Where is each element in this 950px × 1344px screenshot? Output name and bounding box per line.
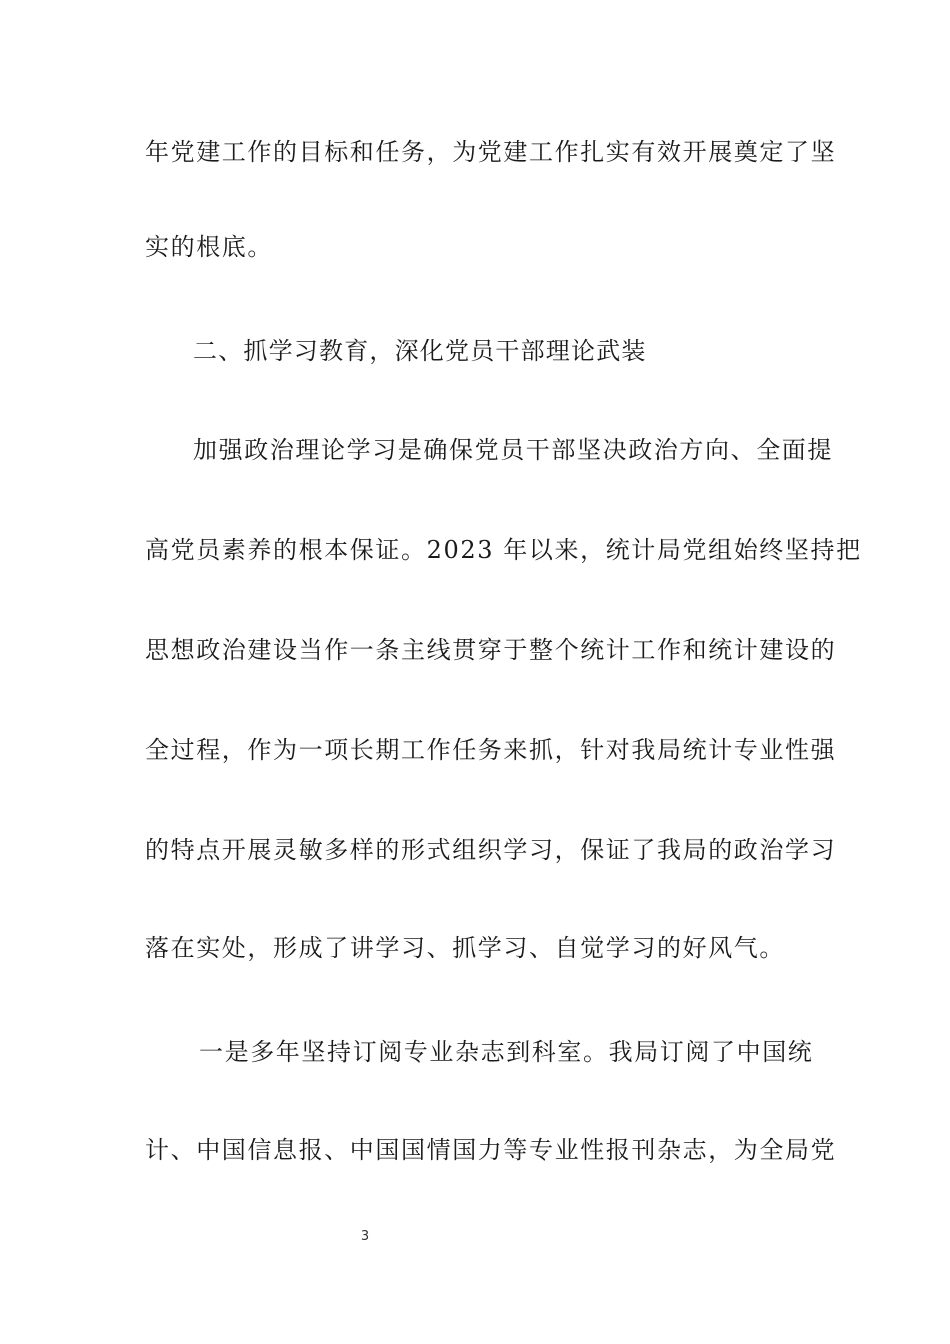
paragraph-line: 年党建工作的目标和任务，为党建工作扎实有效开展奠定了坚 [145, 138, 837, 166]
page-number: 3 [360, 1229, 370, 1244]
paragraph-line: 的特点开展灵敏多样的形式组织学习，保证了我局的政治学习 [145, 836, 837, 864]
paragraph-line: 加强政治理论学习是确保党员干部坚决政治方向、全面提 [193, 436, 833, 464]
paragraph-line: 全过程，作为一项长期工作任务来抓，针对我局统计专业性强 [145, 736, 837, 764]
section-heading: 二、抓学习教育，深化党员干部理论武装 [193, 337, 647, 365]
paragraph-line: 思想政治建设当作一条主线贯穿于整个统计工作和统计建设的 [145, 636, 837, 664]
paragraph-line: 高党员素养的根本保证。2023 年以来，统计局党组始终坚持把 [145, 536, 862, 564]
paragraph-line: 落在实处，形成了讲学习、抓学习、自觉学习的好风气。 [145, 934, 785, 962]
paragraph-line: 实的根底。 [145, 233, 273, 261]
paragraph-line: 一是多年坚持订阅专业杂志到科室。我局订阅了中国统 [199, 1038, 814, 1066]
paragraph-line: 计、中国信息报、中国国情国力等专业性报刊杂志，为全局党 [145, 1136, 837, 1164]
